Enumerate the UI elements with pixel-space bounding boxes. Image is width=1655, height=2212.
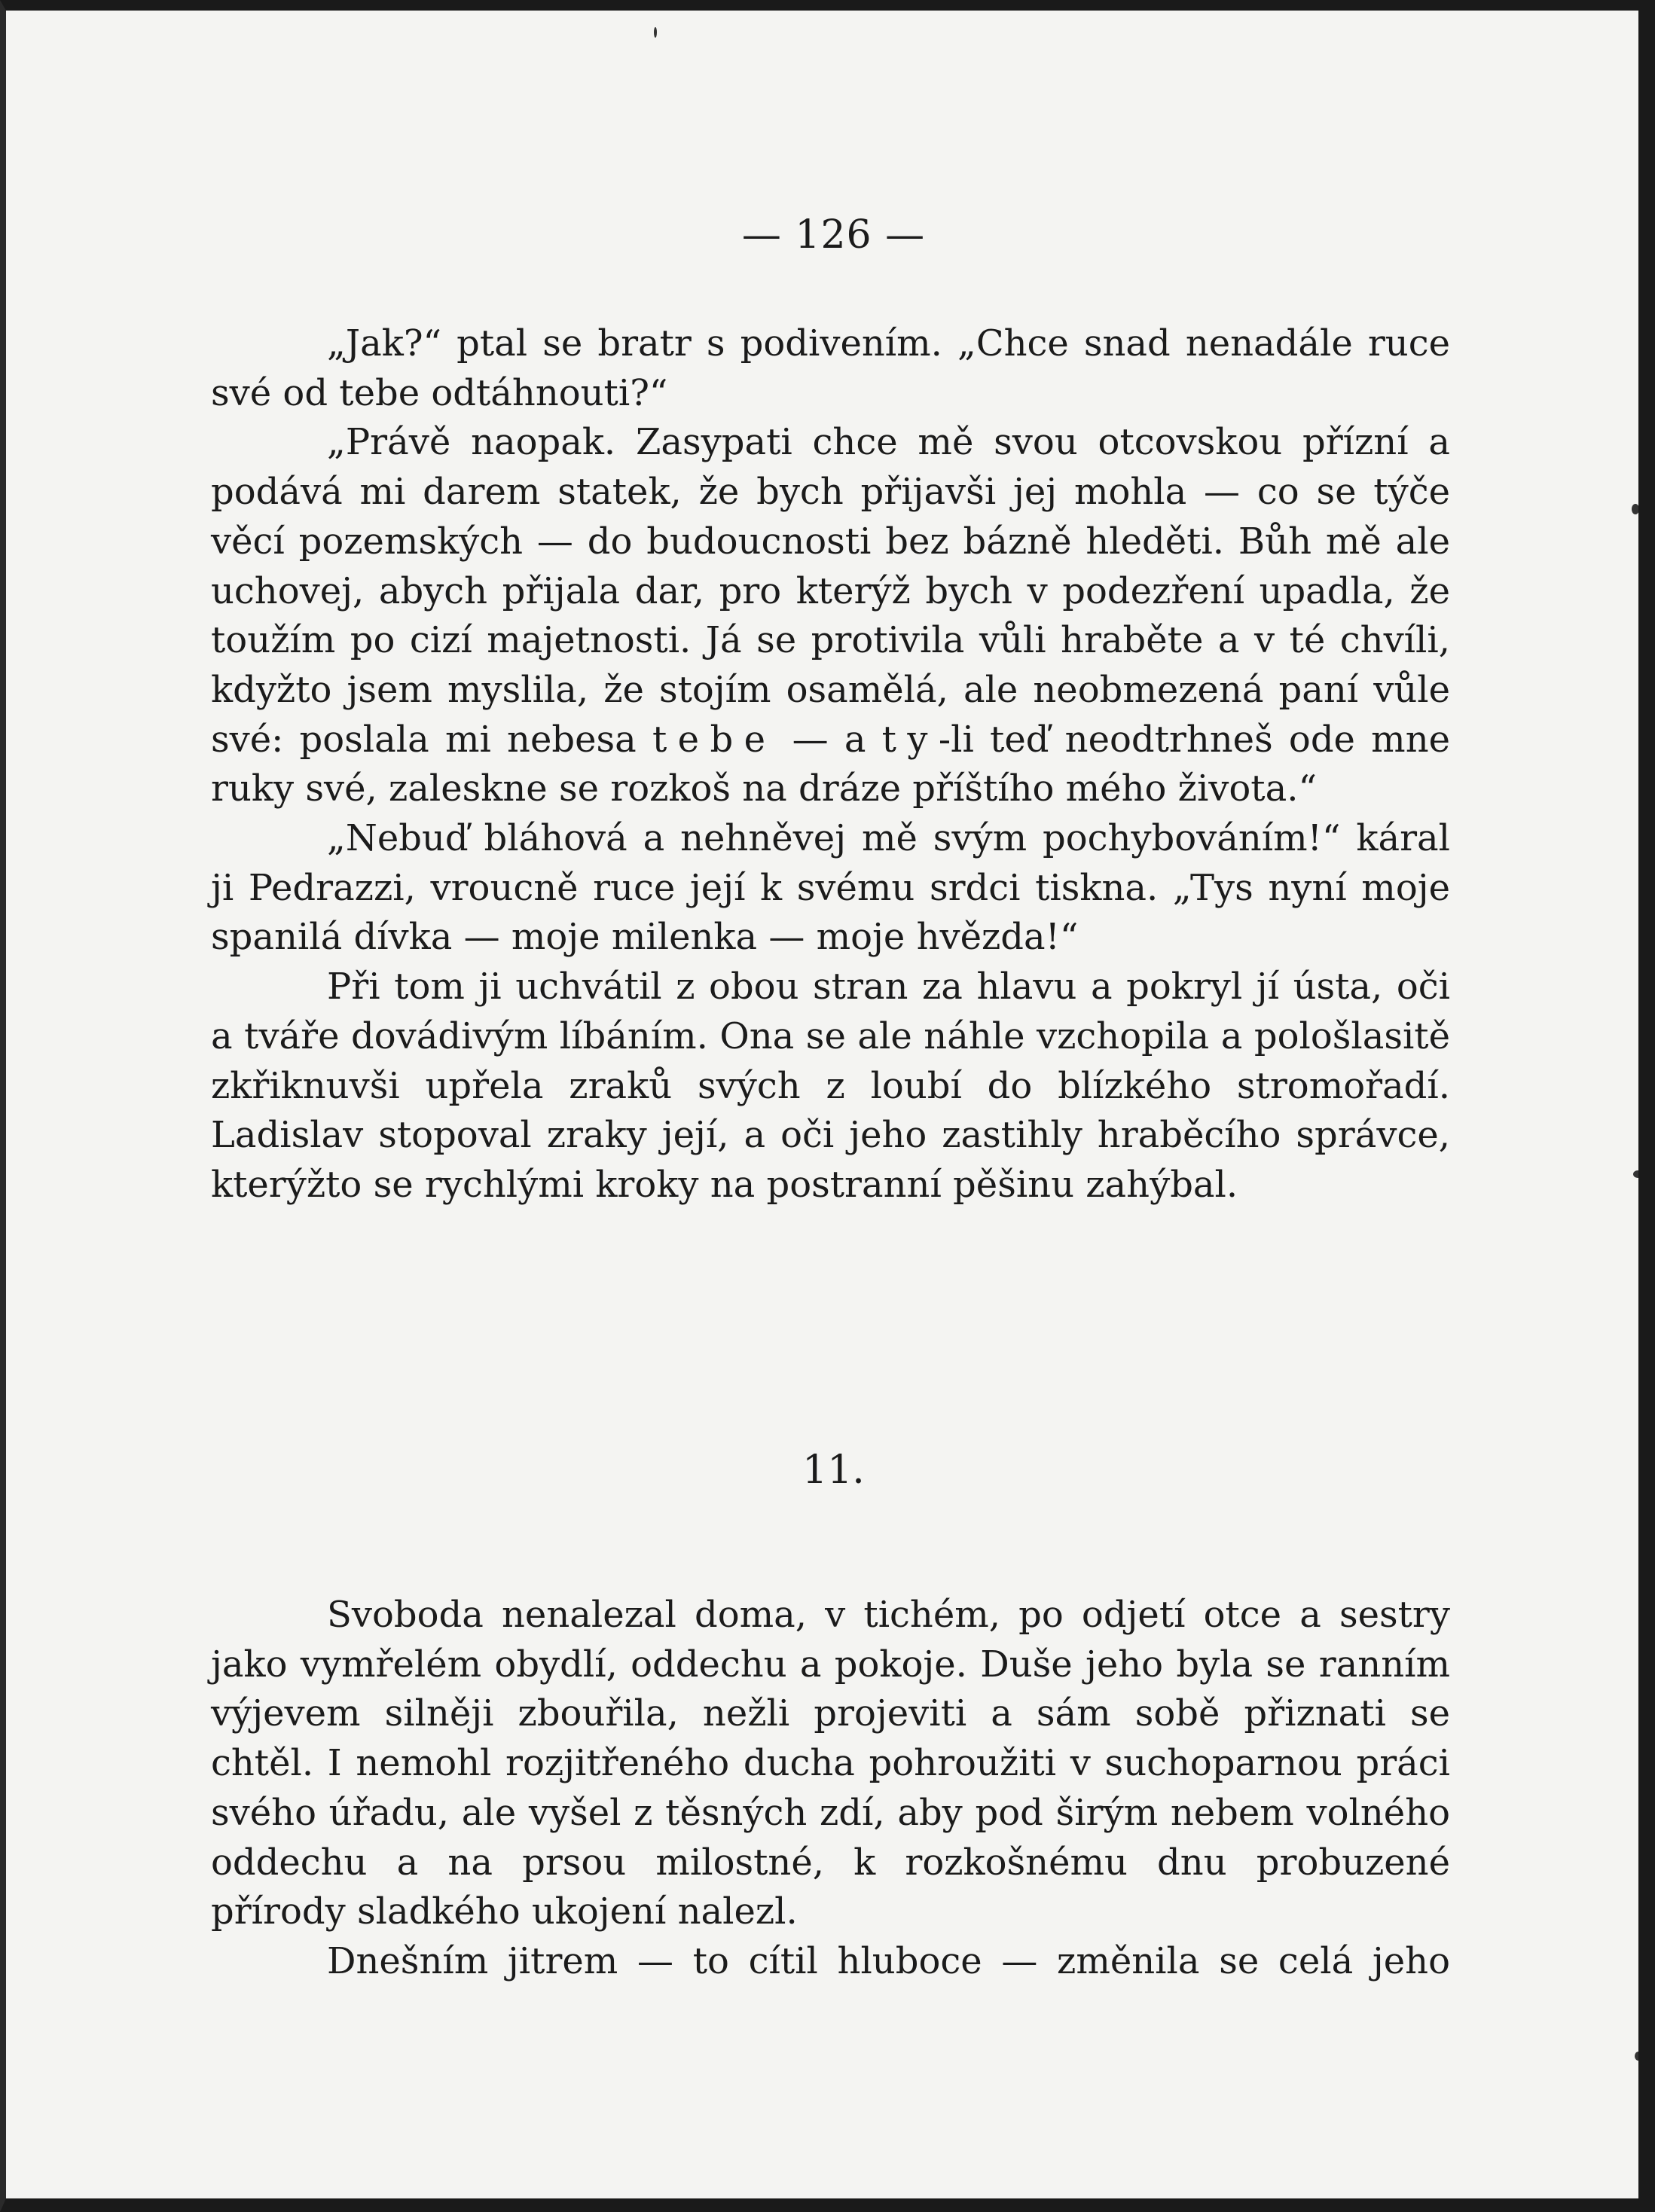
paragraph-text: Svoboda nenalezal doma, v tichém, po odjetí otce a sestry jako vymřelém obydlí, oddechu a pokoje. Duše jeho byla se ranním výjevem silněji zbouřila, nežli projeviti a sám sobě přiznati se chtěl. I nemohl rozjitřeného ducha pohroužiti v suchoparnou práci svého úřadu, ale vyšel z těsných zdí, aby pod širým nebem volného oddechu a na prsou milostné, k rozkošnému dnu probuzené přírody sladkého ukojení nalezl. bbox=[211, 1594, 1450, 1933]
paragraph bbox=[211, 1937, 1450, 1987]
paragraph-text: „Jak?“ ptal se bratr s podivením. „Chce snad nenadále ruce své od tebe odtáhnouti?“ bbox=[211, 322, 1450, 414]
print-speck bbox=[1635, 2052, 1642, 2061]
text-block-bottom bbox=[211, 1591, 1450, 1987]
paragraph-text: — a bbox=[776, 718, 882, 761]
paragraph bbox=[211, 963, 1450, 1210]
paragraph bbox=[211, 418, 1450, 814]
print-speck bbox=[1632, 504, 1639, 514]
print-speck bbox=[1633, 1170, 1642, 1178]
page-number: — 126 — bbox=[741, 212, 926, 258]
paragraph-text: -li teď neodtrhneš ode mne ruky své, zaleskne se rozkoš na dráze příštího mého života.“ bbox=[211, 718, 1451, 810]
paragraph bbox=[211, 319, 1450, 418]
paragraph-text: „Právě naopak. Zasypati chce mě svou otcovskou přízní a podává mi darem statek, že bych přijavši jej mohla — co se týče věcí pozemských — do budoucnosti bez bázně hleděti. Bůh mě ale uchovej, abych přijala dar, pro kterýž bych v podezření upadla, že toužím po cizí majetnosti. Já se protivila vůli hraběte a v té chvíli, kdyžto jsem myslila, že stojím osamělá, ale neobmezená paní vůle své: poslala mi nebesa bbox=[211, 421, 1450, 761]
paragraph-text: „Nebuď bláhová a nehněvej mě svým pochybováním!“ káral ji Pedrazzi, vroucně ruce její k svému srdci tiskna. „Tys nyní moje spanilá dívka — moje milenka — moje hvězda!“ bbox=[211, 817, 1450, 959]
spaced-word: tebe bbox=[652, 718, 777, 761]
text-block-top bbox=[211, 319, 1450, 1210]
paragraph bbox=[211, 814, 1450, 963]
spaced-word: ty bbox=[881, 718, 939, 761]
chapter-number: 11. bbox=[802, 1448, 865, 1493]
paragraph bbox=[211, 1591, 1450, 1937]
paragraph-text: Při tom ji uchvátil z obou stran za hlavu a pokryl jí ústa, oči a tváře dovádivým líbáním. Ona se ale náhle vzchopila a pološlasitě zkřiknuvši upřela zraků svých z loubí do blízkého stromořadí. Ladislav stopoval zraky její, a oči jeho zastihly hraběcího správce, kterýžto se rychlými kroky na postranní pěšinu zahýbal. bbox=[211, 966, 1450, 1206]
print-speck bbox=[654, 27, 657, 38]
paragraph-text: Dnešním jitrem — to cítil hluboce — změnila se celá jeho bbox=[327, 1939, 1450, 1982]
